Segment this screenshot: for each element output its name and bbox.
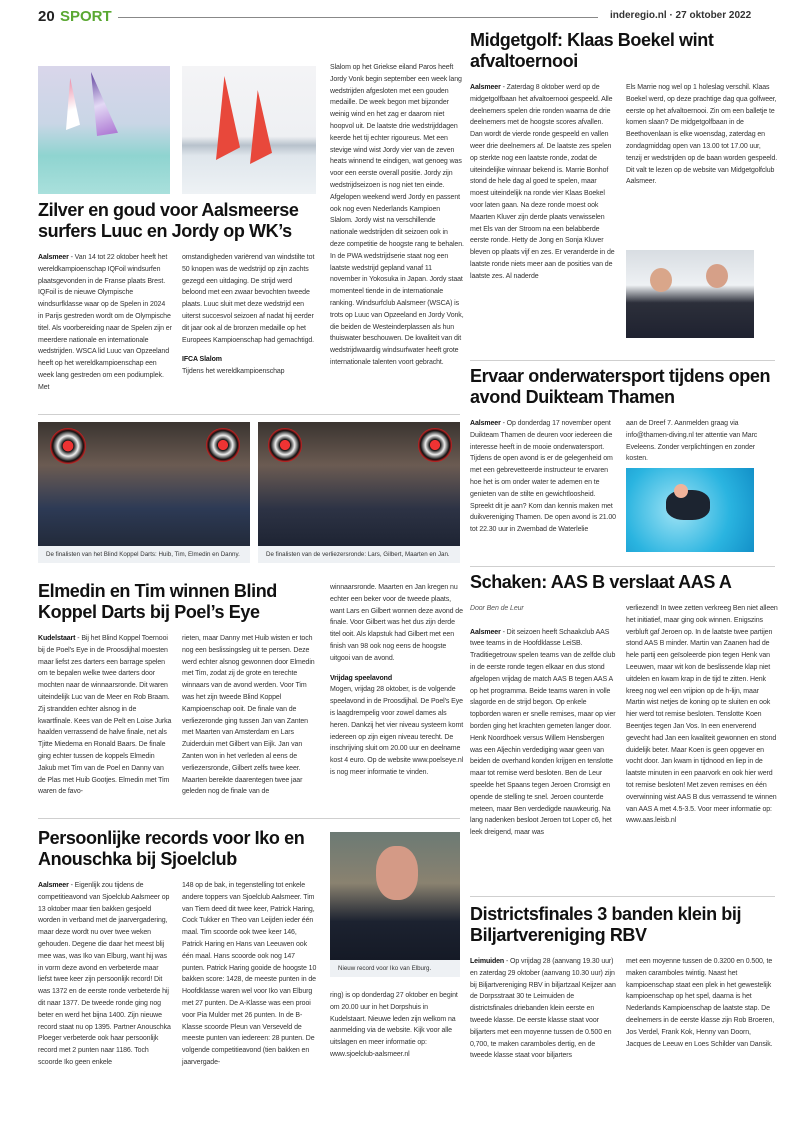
divider	[470, 896, 775, 897]
body-text: ring) is op donderdag 27 oktober en begint om 20.00 uur in het Dorpshuis in Kudelstaart. Nieuwe leden zijn welkom na aanmelding via de website. Kijk voor alle uitslagen en meer informatie op: www.sjoelclub-aalsmeer.nl	[330, 992, 458, 1058]
dartboard	[50, 428, 86, 464]
article-body-dive-col2	[626, 418, 778, 465]
sail-shape	[66, 78, 80, 130]
photo-caption: De finalisten van de verliezersronde: Lars, Gilbert, Maarten en Jan.	[258, 546, 460, 563]
divider	[38, 818, 460, 819]
body-text: aan de Dreef 7. Aanmelden graag via info@thamen-diving.nl ter attentie van Marc Eveleens. Zonder verplichtingen en zonder kosten.	[626, 420, 758, 463]
darts-losers-round-photo	[258, 422, 460, 546]
site-date: inderegio.nl · 27 oktober 2022	[610, 10, 752, 21]
dateline: Leimuiden	[470, 958, 505, 965]
body-text: 148 op de bak, in tegenstelling tot enkele andere toppers van Sjoelclub Aalsmeer. Tim van Tiem deed dit twee keer, Patrick Haring, Cock Tukker en Theo van Leijden ieder één maal. Tim scoorde ook twee keer 146, Patrick Haring en Hans van Leeuwen ook één maal. Hans scoorde ook nog 147 punten. Patrick Haring gooide de hoogste 10 bakken score: 1428, de meeste punten in de Hoofdklasse waren wel voor Iko van Elburg met 27 punten. De A-Klasse was een prooi voor Pia Mulder met 26 punten. In de B-Klasse scoorde Pleun van Verseveld de meeste punten van iedereen: 28 punten. De volgende competitieavond (tien bakken en jaarvergade-	[182, 882, 317, 1066]
dateline: Aalsmeer	[470, 84, 501, 91]
byline: Door Ben de Leur	[470, 605, 524, 612]
article-billiards	[470, 904, 778, 1062]
article-sjoelclub	[38, 828, 326, 1069]
body-text: Els Marrie nog wel op 1 holeslag verschil. Klaas Boekel werd, op deze prachtige dag qua golfweer, eerste op het afvaltoernooi. Zin om een balletje te komen slaan? De midgetgolfbaan in de Beethovenlaan is elke woensdag, zaterdag en zondagmiddag open van 13.00 tot 17.00 uur, tenzij er wedstrijden op de baan worden gespeeld. Dit valt te lezen op de website van Midgetgolfclub Aalsmeer.	[626, 84, 778, 186]
photo-caption: De finalisten van het Blind Koppel Darts: Huib, Tim, Elmedin en Danny.	[38, 546, 250, 563]
body-text: - Op vrijdag 28 (aanvang 19.30 uur) en zaterdag 29 oktober (aanvang 10.30 uur) zijn bij Biljartvereniging RBV in biljartzaal Keijzer aan de Dorpsstraat 30 te Leimuiden de districtsfinales driebanden klein eerste en tweede klasse. De eerste klasse staat voor biljarters met een moyenne tussen de 0.500 en 0,700, te maken caramboles dertig, en de tweede klasse staat voor biljarters	[470, 958, 616, 1060]
article-body-surf-col2	[182, 252, 318, 378]
dartboard	[206, 428, 240, 462]
dateline: Aalsmeer	[470, 420, 501, 427]
sail-shape	[250, 90, 272, 164]
article-title-dive: Ervaar onderwatersport tijdens open avond Duikteam Thamen	[470, 366, 771, 407]
article-body-darts-col2	[182, 633, 318, 798]
article-body-golf-col2	[626, 82, 778, 188]
article-darts	[38, 581, 326, 798]
article-body-sjoel-col3	[330, 990, 464, 1061]
article-body-billiards-col1	[470, 956, 616, 1062]
article-title-darts: Elmedin en Tim winnen Blind Koppel Darts bij Poel’s Eye	[38, 581, 277, 622]
body-text: met een moyenne tussen de 0.3200 en 0.500, te maken caramboles twintig. Naast het kampioenschap staat een plek in het gewestelijk kampioenschap op het spel, daarna is het Nederlands Kampioenschap de laatste stap. De deelnemers in de eerste klasse zijn Rob Broeren, Jos Verdel, Frank Kok, Henny van Doorn, Jacques de Leeuw en Loes Schilder van Dansik.	[626, 958, 775, 1048]
article-title-billiards: Districtsfinales 3 banden klein bij Biljartvereniging RBV	[470, 904, 742, 945]
header-rule	[118, 17, 598, 18]
article-body-darts-col1	[38, 633, 172, 798]
article-title-chess: Schaken: AAS B verslaat AAS A	[470, 572, 732, 592]
article-body-sjoel-col2	[182, 880, 318, 1069]
subheading: Vrijdag speelavond	[330, 674, 392, 682]
dartboard	[418, 428, 452, 462]
person-head	[706, 264, 728, 288]
article-body-billiards-col2	[626, 956, 778, 1050]
person-head	[650, 268, 672, 292]
article-body-darts-col3	[330, 582, 464, 779]
body-text: Slalom op het Griekse eiland Paros heeft Jordy Vonk begin september een week lang wedstrijden afgesloten met een gouden medaille. De week begon met bijzonder weinig wind en het zag er daarom niet hoopvol uit. De laatste drie wedstrijddagen keerde het tij echter rigoureus. Met een stevige wind wist Jordy vier van de zeven heats winnend te eindigen, wat genoeg was voor een eerste overall positie. Jordy zijn wedstrijdseizoen is nog niet ten einde. Afgelopen weekend werd Jordy en passent ook nog even Nederlands Kampioen Slalom. Jordy wist na verschillende nationale wedstrijden dit seizoen ook in deze competitie de hoogste rang te behalen. In de PWA wedstrijdserie staat nog een laatste wedstrijd gepland vanaf 11 november in Yokosuka in Japan. Jordy staat momenteel tiende in de internationale ranking. Windsurfclub Aalsmeer (WSCA) is trots op Luuc van Opzeeland en Jordy Vonk, die beiden de Westeinderplassen als hun thuiswater beschouwen. De kwaliteit van dit wedstrijdwaardig windsurfwater heeft grote internationale talenten voort gebracht.	[330, 64, 464, 366]
windsurf-photo-1	[38, 66, 170, 194]
windsurf-photo-2	[182, 66, 316, 194]
article-chess	[470, 572, 778, 839]
section-label: SPORT	[60, 8, 112, 25]
article-body-sjoel-col1	[38, 880, 172, 1069]
body-text: - Bij het Blind Koppel Toernooi bij de Poel’s Eye in de Proosdijhal moesten maar liefst zes darters een barrage spelen om te bepalen welke twee darters door mochten naar de winnaarsronde. Dit waren uiteindelijk Luc van de Meer en Rob Braam. Zij strandden echter alsnog in de kwartfinale. Kees van de Pelt en Loise Jurka haalden verrassend de halve finale, net als Tjitte Miedema en Ronald Baars. De finale ging echter tussen de koppels Elmedin Jakub met Tim van de Poel en Danny van de Plas met Huib Gootjes. Elmedin met Tim waren de favo-	[38, 635, 172, 796]
divider	[470, 566, 775, 567]
body-text: Mogen, vrijdag 28 oktober, is de volgende speelavond in de Proosdijhal. De Poel’s Eye is laagdrempelig voor zowel dames als heren. Dankzij het vier niveau systeem komt iedereen op zijn eigen niveau terecht. De inschrijving sluit om 20.00 uur en deelname kost 4 euro. Op de website www.poelseye.nl is nog meer informatie te vinden.	[330, 686, 464, 776]
body-text: - Op donderdag 17 november opent Duikteam Thamen de deuren voor iedereen die interesse heeft in de mooie onderwatersport. Tijdens de open avond is er de gelegenheid om met een gebrevetteerde instructeur te ervaren hoe het is om onder water te ademen en te genieten van de stilte en gewichtloosheid. Spreekt dit je aan? Kom dan kennis maken met duikvereniging Thamen. De open avond is 21.00 tot 22.30 uur in Zwembad de Waterlelie	[470, 420, 616, 534]
body-text: rieten, maar Danny met Huib wisten er toch nog een beslissingsleg uit te persen. Deze werd echter alsnog gewonnen door Elmedin met Tim, zodat zij de grote en terechte winnaars van de avond werden. Voor Tim was het zijn tweede Blind Koppel Kampioenschap ooit. De finale van de verliezeronde ging tussen Jan van Zanten met Maarten van Amsterdam en Lars Zuiderduin met Gilbert van Eijk. Jan van Zanten won in het verleden al eens de verliezersronde, Gilbert zelfs twee keer. Maarten bereikte daarentegen twee jaar geleden nog de finale van de	[182, 635, 315, 796]
body-text: - Dit seizoen heeft Schaakclub AAS twee teams in de Hoofdklasse LeiSB. Traditiegetrouw spelen teams van de zelfde club in de eerste ronde tegen elkaar en dus stond afgelopen vrijdag de match AAS B tegen AAS A op het programma. Beide teams waren in volle slagorde en de strijd begon. Op enkele topborden waren er snelle remises, maar op vier borden ging het krachten gemeten langer door. Henk Noordhoek versus Willem Hensbergen was een Aljechin verdediging waar geen van beiden de overhand konden krijgen en tenslotte maar tot remise werd besloten. Ben de Leur speelde het Spaans tegen Jeroen Cromsigt en opende de stelling te snel. Jeroen counterde meteen, maar Ben verdedigde nauwkeurig. Na lang nadenken besloot Jeroen tot Loper c6, het leek dreigend, maar was	[470, 628, 616, 837]
article-midgetgolf	[470, 30, 778, 283]
midgetgolf-photo	[626, 250, 754, 338]
divider	[38, 414, 460, 415]
dateline: Aalsmeer	[38, 254, 69, 261]
article-surf	[38, 200, 326, 394]
article-body-dive-col1	[470, 418, 616, 536]
person-head	[376, 846, 418, 900]
sail-shape	[216, 76, 240, 160]
article-body-surf-col3	[330, 62, 464, 369]
article-body-golf-col1	[470, 82, 616, 283]
body-text: winnaarsronde. Maarten en Jan kregen nu echter een beker voor de tweede plaats, want Lars en Gilbert wonnen deze avond de finale. Voor Gilbert was het dus zijn derde titel ooit. Als klapstuk had Gilbert met een finish van 98 ook nog eens de hoogste uitgooi van de avond.	[330, 584, 463, 662]
body-text: - Eigenlijk zou tijdens de competitieavond van Sjoelclub Aalsmeer op 13 oktober maar tien bakken gesjoeld worden in verband met de jaarvergadering, maar deze wordt nu over twee weken gehouden. Degene die daar het meest blij mee was, was Iko van Elburg, want hij was in vorm deze avond en verbeterde maar liefst twee keer zijn persoonlijk record! Dit was 1372 en de eerste ronde verbeterde hij dit naar 1377. De tweede ronde ging nog beter en werd het bijna 1400. Zijn nieuwe record staat nu op 1395. Partner Anouschka Ploeger verbeterde ook haar persoonlijk record met 2 punten naar 1186. Toch scoorde Iko geen enkele	[38, 882, 171, 1066]
dateline: Kudelstaart	[38, 635, 76, 642]
iko-van-elburg-photo	[330, 832, 460, 960]
article-body-chess-col1	[470, 603, 616, 839]
article-title-midgetgolf: Midgetgolf: Klaas Boekel wint afvaltoernooi	[470, 30, 714, 71]
dartboard	[268, 428, 302, 462]
body-text: Tijdens het wereldkampioenschap	[182, 368, 285, 376]
diver-head	[674, 484, 688, 498]
diver-body	[666, 490, 710, 520]
photo-caption: Nieuw record voor Iko van Elburg.	[330, 960, 460, 977]
dateline: Aalsmeer	[470, 628, 501, 636]
body-text: omstandigheden variërend van windstilte tot 50 knopen was de wedstrijd op zijn zachts gezegd een uitdaging. De strijd werd beloond met een zwaar bevochten tweede plaats. Luuc sluit met deze wedstrijd een uiterst succesvol seizoen af nadat hij eerder dit jaar ook al de bronzen medaille op het Europees Kampioenschap had gemachtigd.	[182, 254, 315, 344]
page-number: 20	[38, 8, 55, 25]
body-text: - Van 14 tot 22 oktober heeft het wereldkampioenschap IQFoil windsurfen plaatsgevonden in de Franse plaats Brest. IQFoil is de nieuwe Olympische windsurfklasse waar op de Spelen in 2024 in Parijs gestreden wordt om de Olympische titel. Als voorbereiding naar de Spelen zijn er meerdere nationale en internationale wedstrijden. WSCA lid Luuc van Opzeeland heeft op het wereldkampioenschap een week lang gestreden om een podiumplek. Met	[38, 254, 172, 391]
article-body-chess-col2	[626, 603, 778, 827]
article-title-surf: Zilver en goud voor Aalsmeerse surfers Luuc en Jordy op WK’s	[38, 200, 299, 241]
article-body-surf-col1	[38, 252, 172, 394]
divider	[470, 360, 775, 361]
sail-shape	[88, 72, 118, 136]
darts-finalists-photo	[38, 422, 250, 546]
body-text: verliezend! In twee zetten verkreeg Ben niet alleen het initiatief, maar ging ook winnen. Enigszins verbluft gaf Jeroen op. In de laatste twee partijen stond AAS B minder. Martin van Zaanen had de hele partij een geïsoleerde pion tegen Henk van Leeuwen, maar wit kon de beslissende klap niet uitdelen en kwam krap in de tijd te zitten. Henk kreeg nog wel een vrijpion op de h-lijn, maar Martin wist netjes de koning op te sluiten en ook hier werd tot remise besloten. Tenslotte Koen Beentjes tegen Jan Vos. In een enerverend gevecht had Jan een kwaliteit gewonnen en stond duidelijk beter. Maar Koen is geen opgever en vocht door. Jan kwam in tijdnood en liep in de laatste minuten in een paarvork en ook hier werd tot remise besloten! Met zeven remises en één overwinning wist AAS B dus verrassend te winnen van AAS A met 4.5-3.5. Voor meer informatie op: www.aas.leisb.nl	[626, 605, 778, 825]
diver-photo	[626, 468, 754, 552]
subheading: IFCA Slalom	[182, 356, 222, 364]
dateline: Aalsmeer	[38, 882, 69, 889]
body-text: - Zaterdag 8 oktober werd op de midgetgolfbaan het afvaltoernooi gespeeld. Alle deelnemers spelen drie ronden waarna de drie deelnemers met de hoogste scores afvallen. Dan wordt de vierde ronde gespeeld en vallen weer drie deelnemers af. De laatste zes spelen op sterkte nog een laatste ronde, zodat de uiteindelijke winnaar bekend is. Marrie Bonhof stond de hele dag al goed te spelen, maar moest uiteindelijk na ronde vier Klaas Boekel voor laten gaan. Na deze ronde moest ook Maarten Kluver zijn derde plaats verwisselen met Els van der Stroom na een belabberde eerste ronde. Hetty de Jong en Sonja Kluver bleven op plaats vijf en zes. Er veranderde in de laatste ronde niets meer aan de posities van de laatste zes. Al naderde	[470, 84, 615, 280]
article-title-sjoelclub: Persoonlijke records voor Iko en Anouschka bij Sjoelclub	[38, 828, 305, 869]
